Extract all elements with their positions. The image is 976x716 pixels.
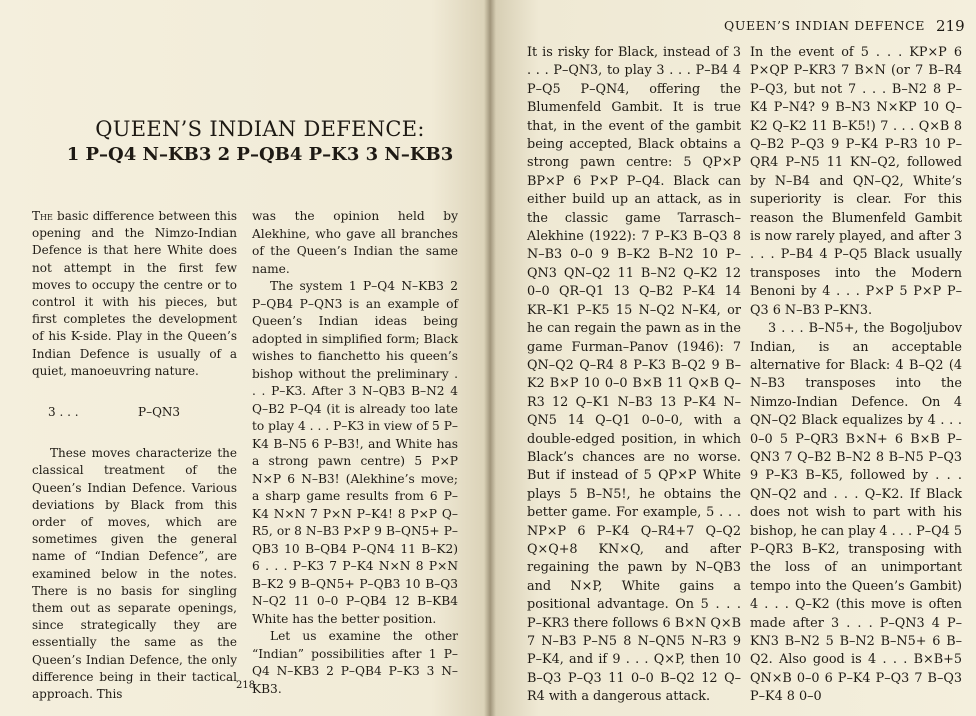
move-header — [32, 404, 237, 421]
body-paragraph: 3 . . . B–N5+, the Bogoljubov Indian, is an acceptable alternative for Black: 4 B–Q2 (4 N–B3 transposes into the Nimzo-Indian Defence. On 4 QN–Q2 Black equalizes by 4 . . . 0–0 5 P–QR3 B×N+ 6 B×B P–QN3 7 Q–B2 B–N2 8 B–N5 P–Q3 9 P–K3 B–K5, followed by . . . QN–Q2 and . . . Q–K2. If Black does not wish to part with his bishop, he can play 4 . . . P–Q4 5 P–QR3 B–K2, transposing with the loss of an unimportant tempo into the Queen’s Gambit) 4 . . . Q–K2 (this move is often made after 3 . . . P–QN3 4 P–KN3 B–N2 5 B–N2 B–N5+ 6 B–Q2. Also good is 4 . . . B×B+5 QN×B 0–0 6 P–K4 P–Q3 7 B–Q3 P–K4 8 0–0 — [750, 321, 962, 705]
body-paragraph: These moves characterize the classical treatment of the Queen’s Indian Defence. Various deviations by Black from this order of moves, which are sometimes given the general name of “Indian Defence”, are examined below in the notes. There is no basis for singling them out as separate openings, since strategically they are essentially the same as the Queen’s Indian Defence, the only difference being in their tactical approach. This — [32, 446, 237, 702]
left-column-1 — [32, 208, 237, 703]
body-paragraph: Let us examine the other “Indian” possibilities after 1 P–Q4 N–KB3 2 P–QB4 P–K3 3 N–KB3. — [252, 629, 458, 696]
running-head: QUEEN’S INDIAN DEFENCE — [724, 18, 926, 33]
move-text: P–QN3 — [138, 405, 181, 420]
body-paragraph: was the opinion held by Alekhine, who gave all branches of the Queen’s Indian the same name. — [252, 209, 458, 276]
chapter-title-line1: QUEEN’S INDIAN DEFENCE: — [95, 117, 425, 141]
intro-paragraph — [32, 208, 237, 380]
right-column-2 — [750, 44, 962, 707]
chapter-title-line2: 1 P–Q4 N–KB3 2 P–QB4 P–K3 3 N–KB3 — [66, 144, 454, 165]
move-number: 3 . . . — [48, 405, 79, 420]
body-paragraph: It is risky for Black, instead of 3 . . . P–QN3, to play 3 . . . P–B4 4 P–Q5 P–QN4, offering the Blumenfeld Gambit. It is true that, in the event of the gambit being accepted, Black obtains a strong pawn centre: 5 QP×P BP×P 6 P×P P–Q4. Black can either build up an attack, as in the classic game Tarrasch–Alekhine (1922): 7 P–K3 B–Q3 8 N–B3 0–0 9 B–K2 B–N2 10 P–QN3 QN–Q2 11 B–N2 Q–K2 12 0–0 QR–Q1 13 Q–B2 P–K4 14 KR–K1 P–K5 15 N–Q2 N–K4, or he can regain the pawn as in the game Furman–Panov (1946): 7 QN–Q2 Q–R4 8 P–K3 B–Q2 9 B–K2 B×P 10 0–0 B×B 11 Q×B Q–R3 12 Q–K1 N–B3 13 P–K4 N–QN5 14 Q–Q1 0–0–0, with a double-edged position, in which Black’s chances are no worse. But if instead of 5 QP×P White plays 5 B–N5!, he obtains the better game. For example, 5 . . . NP×P 6 P–K4 Q–R4+7 Q–Q2 Q×Q+8 KN×Q, and after regaining the pawn by N–QB3 and N×P, White gains a positional advantage. On 5 . . . P–KR3 there follows 6 B×N Q×B 7 N–B3 P–N5 8 N–QN5 N–R3 9 P–K4, and if 9 . . . Q×P, then 10 B–Q3 P–Q3 11 0–0 B–Q2 12 Q–R4 with a dangerous attack. — [527, 45, 741, 705]
chapter-title — [40, 116, 480, 168]
intro-text: basic difference between this opening and the Nimzo-Indian Defence is that here White does not attempt in the first few moves to occupy the centre or to control it with his pieces, but first completes the development of his K-side. Play in the Queen’s Indian Defence is usually of a quiet, manoeuvring nature. — [32, 209, 237, 378]
page-number-right: 219 — [936, 17, 965, 35]
intro-lead: The — [32, 209, 53, 223]
right-column-1 — [527, 44, 741, 707]
body-paragraph: In the event of 5 . . . KP×P 6 P×QP P–KR3 7 B×N (or 7 B–R4 P–Q3, but not 7 . . . B–N2 8 P–K4 P–N4? 9 B–N3 N×KP 10 Q–K2 Q–K2 11 B–K5!) 7 . . . Q×B 8 Q–B2 P–Q3 9 P–K4 P–R3 10 P–QR4 P–N5 11 KN–Q2, followed by N–B4 and QN–Q2, White’s superiority is clear. For this reason the Blumenfeld Gambit is now rarely played, and after 3 . . . P–B4 4 P–Q5 Black usually transposes into the Modern Benoni by 4 . . . P×P 5 P×P P–Q3 6 N–B3 P–KN3. — [750, 45, 962, 318]
left-column-2 — [252, 208, 458, 698]
book-gutter — [484, 0, 496, 716]
body-paragraph: The system 1 P–Q4 N–KB3 2 P–QB4 P–QN3 is an example of Queen’s Indian ideas being adopted in simplified form; Black wishes to fianchetto his queen’s bishop without the preliminary . . . P–K3. After 3 N–QB3 B–N2 4 Q–B2 P–Q4 (it is already too late to play 4 . . . P–K3 in view of 5 P–K4 B–N5 6 P–B3!, and White has a strong pawn centre) 5 P×P N×P 6 N–B3! (Alekhine’s move; a sharp game results from 6 P–K4 N×N 7 P×N P–K4! 8 P×P Q–R5, or 8 N–B3 P×P 9 B–QN5+ P–QB3 10 B–QB4 P–QN4 11 B–K2) 6 . . . P–K3 7 P–K4 N×N 8 P×N B–K2 9 B–QN5+ P–QB3 10 B–Q3 N–Q2 11 0–0 P–QB4 12 B–KB4 White has the better position. — [252, 279, 458, 626]
page-number-left: 218 — [236, 680, 256, 691]
